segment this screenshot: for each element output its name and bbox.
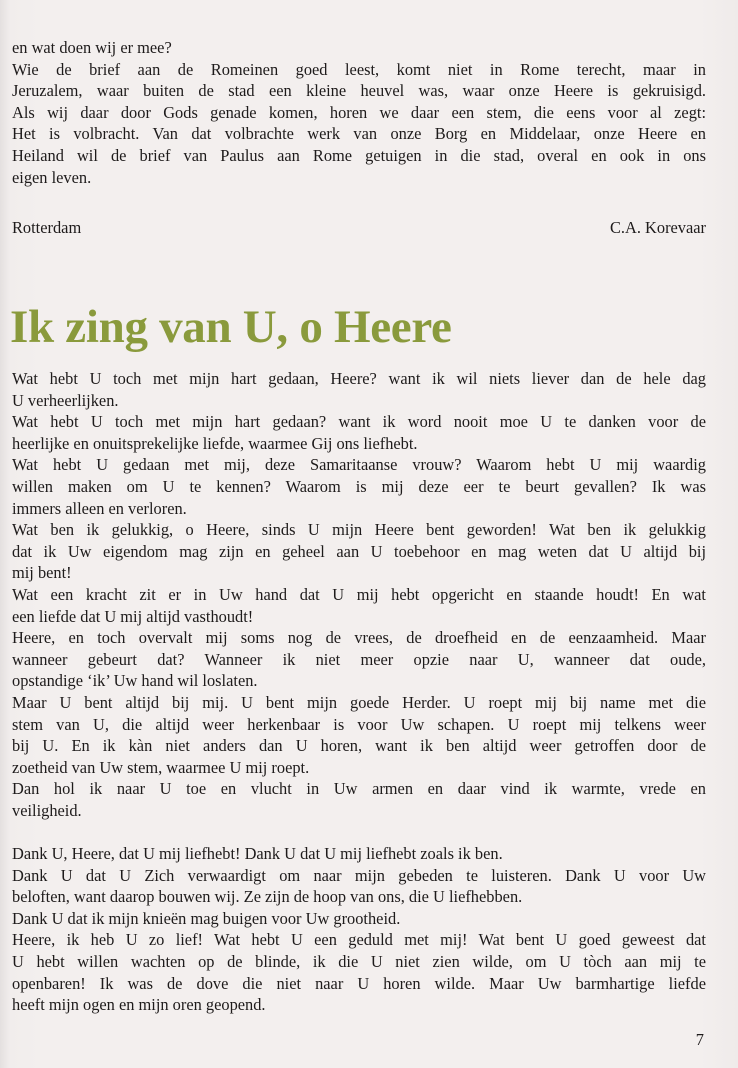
text-line: wanneer gebeurt dat? Wanneer ik niet meer opzie naar U, wanneer dat oude, (12, 649, 706, 669)
text-line: U hebt willen wachten op de blinde, ik die U niet zien wilde, om U tòch aan mij te (12, 952, 706, 972)
text-line: Wat hebt U toch met mijn hart gedaan? want ik word nooit moe U te danken voor de (12, 412, 706, 432)
place: Rotterdam (12, 218, 82, 237)
text-line: Wat hebt U toch met mijn hart gedaan, Heere? want ik wil niets liever dan de hele dag (12, 369, 706, 388)
text-line: Het is volbracht. Van dat volbrachte werk van onze Borg en Middelaar, onze Heere en (12, 124, 706, 144)
text-line: veiligheid. (12, 800, 82, 820)
text-line: mij bent! (12, 563, 72, 583)
text-line: immers alleen en verloren. (12, 498, 187, 518)
article-body (12, 368, 706, 1016)
intro-text (12, 37, 706, 188)
text-line: Dan hol ik naar U toe en vlucht in Uw armen en daar vind ik warmte, vrede en (12, 779, 706, 799)
text-line: Als wij daar door Gods genade komen, horen we daar een stem, die eens voor al zegt: (12, 102, 706, 122)
text-line: Wat ben ik gelukkig, o Heere, sinds U mijn Heere bent geworden! Wat ben ik gelukkig (12, 520, 706, 540)
text-line: Dank U dat U Zich verwaardigt om naar mijn gebeden te luisteren. Dank U voor Uw (12, 865, 706, 885)
text-line: een liefde dat U mij altijd vasthoudt! (12, 606, 254, 626)
text-line: eigen leven. (12, 167, 92, 187)
signature-line (12, 217, 706, 239)
text-line: heerlijke en onuitsprekelijke liefde, waarmee Gij ons liefhebt. (12, 433, 418, 453)
text-line: U verheerlijken. (12, 390, 119, 410)
text-line: bij U. En ik kàn niet anders dan U horen, want ik ben altijd weer getroffen door de (12, 736, 706, 756)
text-line: zoetheid van Uw stem, waarmee U mij roept. (12, 757, 310, 777)
text-line: Heere, en toch overvalt mij soms nog de vrees, de droefheid en de eenzaamheid. Maar (12, 628, 706, 648)
text-line: openbaren! Ik was de dove die niet naar U horen wilde. Maar Uw barmhartige liefde (12, 973, 706, 993)
text-line: Heiland wil de brief van Paulus aan Rome getuigen in die stad, overal en ook in ons (12, 145, 706, 165)
text-line: Wat een kracht zit er in Uw hand dat U mij hebt opgericht en staande houdt! En wat (12, 584, 706, 604)
text-line: Jeruzalem, waar buiten de stad een kleine heuvel was, waar onze Heere is gekruisigd. (12, 81, 706, 101)
text-line: stem van U, die altijd weer herkenbaar is voor Uw schapen. U roept mij telkens weer (12, 714, 706, 734)
text-line: en wat doen wij er mee? (12, 38, 172, 57)
text-line: Heere, ik heb U zo lief! Wat hebt U een geduld met mij! Wat bent U goed geweest dat (12, 930, 706, 950)
page-number: 7 (695, 1030, 704, 1049)
text-line: dat ik Uw eigendom mag zijn en geheel aan U toebehoor en mag weten dat U altijd bij (12, 541, 706, 561)
author: C.A. Korevaar (609, 218, 706, 237)
text-line: Dank U dat ik mijn knieën mag buigen voor Uw grootheid. (12, 908, 401, 928)
text-line: Dank U, Heere, dat U mij liefhebt! Dank U dat U mij liefhebt zoals ik ben. (12, 844, 503, 864)
text-line: willen maken om U te kennen? Waarom is mij deze eer te beurt gevallen? Ik was (12, 476, 706, 496)
text-line: heeft mijn ogen en mijn oren geopend. (12, 995, 266, 1015)
text-line: opstandige ‘ik’ Uw hand wil loslaten. (12, 671, 258, 691)
text-line: Wat hebt U gedaan met mij, deze Samaritaanse vrouw? Waarom hebt U mij waardig (12, 455, 706, 475)
text-line: beloften, want daarop bouwen wij. Ze zijn de hoop van ons, die U liefhebben. (12, 887, 523, 907)
text-line: Wie de brief aan de Romeinen goed leest, komt niet in Rome terecht, maar in (12, 59, 706, 79)
article-title: Ik zing van U, o Heere (10, 301, 452, 353)
text-line: Maar U bent altijd bij mij. U bent mijn goede Herder. U roept mij bij name met die (12, 692, 706, 712)
paragraph-gap (12, 821, 706, 843)
